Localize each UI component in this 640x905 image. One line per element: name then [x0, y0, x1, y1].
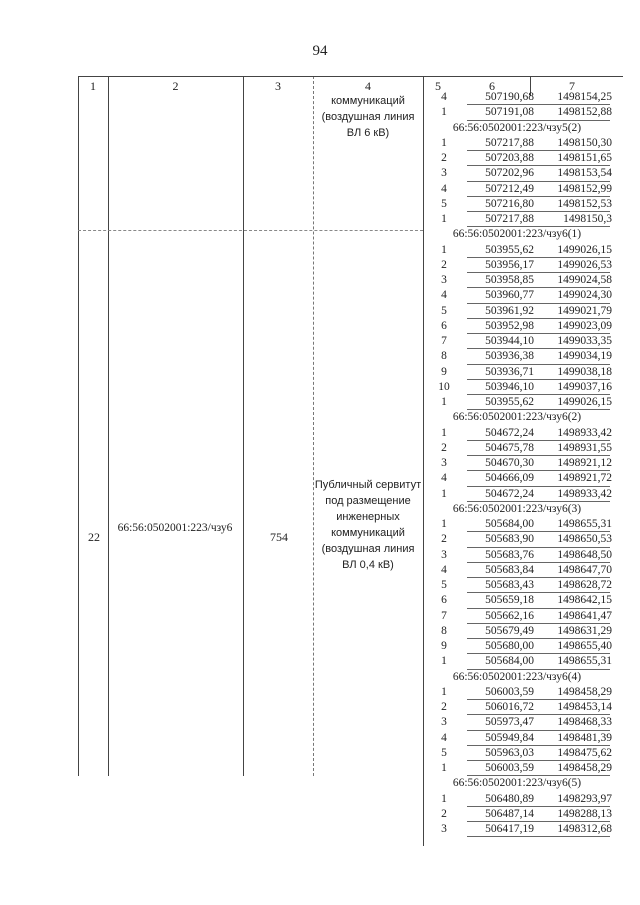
header-col-1: 1 [90, 79, 96, 93]
point-number: 1 [441, 213, 447, 225]
coordinate-row [424, 563, 610, 578]
y-coordinate: 1498312,68 [557, 823, 612, 835]
point-number: 4 [441, 731, 447, 744]
coordinate-row [424, 441, 610, 456]
point-number: 4 [441, 563, 447, 576]
y-coordinate: 1498642,15 [557, 594, 612, 607]
coordinate-row [424, 456, 610, 471]
coordinate-row [424, 761, 610, 776]
coordinate-row [424, 822, 610, 837]
x-coordinate: 507203,88 [485, 152, 534, 164]
y-coordinate: 1498481,39 [557, 731, 612, 744]
x-coordinate: 507212,49 [485, 182, 534, 195]
part-header [424, 502, 610, 517]
y-coordinate: 1498933,42 [557, 487, 612, 500]
column-divider-1 [108, 76, 109, 776]
coordinate-row [424, 349, 610, 364]
coordinate-row [424, 548, 610, 563]
y-coordinate: 1499026,15 [557, 396, 612, 408]
point-number: 3 [441, 274, 447, 286]
x-coordinate: 505684,00 [485, 518, 534, 530]
continuation-description: коммуникаций (воздушная линия ВЛ 6 кВ) [321, 95, 415, 139]
y-coordinate: 1498152,99 [557, 182, 612, 195]
y-coordinate: 1498655,31 [557, 518, 612, 530]
x-coordinate: 505973,47 [485, 716, 534, 729]
y-coordinate: 1498641,47 [557, 609, 612, 622]
y-coordinate: 1498648,50 [557, 548, 612, 561]
x-coordinate: 505659,18 [485, 594, 534, 607]
y-coordinate: 1498647,70 [557, 563, 612, 576]
y-coordinate: 1498921,12 [557, 457, 612, 469]
y-coordinate: 1498153,54 [557, 167, 612, 180]
y-coordinate: 1499021,79 [557, 304, 612, 317]
page-number: 94 [312, 43, 328, 59]
coordinate-row [424, 426, 610, 441]
y-coordinate: 1498150,30 [557, 136, 612, 149]
y-coordinate: 1498468,33 [557, 716, 612, 729]
y-coordinate: 1498628,72 [557, 579, 612, 591]
coordinate-row [424, 136, 610, 151]
y-coordinate: 1498152,88 [557, 106, 612, 119]
coordinate-row [424, 685, 610, 700]
coordinate-row [424, 532, 610, 547]
y-coordinate: 1498293,97 [557, 792, 612, 805]
point-number: 3 [441, 548, 447, 561]
x-coordinate: 505963,03 [485, 746, 534, 759]
coordinate-row [424, 304, 610, 319]
point-number: 5 [441, 746, 447, 759]
coordinate-row [424, 197, 610, 212]
coordinate-row [424, 182, 610, 197]
point-number: 5 [441, 304, 447, 317]
coordinate-row [424, 273, 610, 288]
y-coordinate: 1499034,19 [557, 350, 612, 363]
column-divider-2 [243, 76, 244, 776]
part-header [424, 670, 610, 685]
x-coordinate: 505679,49 [485, 624, 534, 637]
x-coordinate: 507217,88 [485, 136, 534, 149]
coordinate-row [424, 334, 610, 349]
x-coordinate: 506016,72 [485, 701, 534, 713]
coordinate-row [424, 166, 610, 181]
x-coordinate: 503946,10 [485, 380, 534, 393]
y-coordinate: 1499026,53 [557, 258, 612, 271]
coordinate-row [424, 807, 610, 822]
y-coordinate: 1498921,72 [557, 472, 612, 485]
header-col-3: 3 [275, 79, 281, 93]
x-coordinate: 505683,43 [485, 579, 534, 591]
row-divider-top [78, 230, 423, 231]
point-number: 3 [441, 167, 447, 180]
coordinate-row [424, 395, 610, 410]
x-coordinate: 503956,17 [485, 258, 534, 271]
coordinate-list [424, 90, 610, 837]
point-number: 1 [441, 396, 447, 408]
coordinate-row [424, 380, 610, 395]
x-coordinate: 507217,88 [485, 213, 534, 225]
y-coordinate: 1499024,30 [557, 289, 612, 302]
y-coordinate: 1498150,3 [563, 213, 612, 225]
x-coordinate: 503952,98 [485, 319, 534, 332]
coordinate-row [424, 319, 610, 334]
y-coordinate: 1498650,53 [557, 533, 612, 546]
point-number: 2 [441, 533, 447, 546]
y-coordinate: 1498631,29 [557, 624, 612, 637]
point-number: 2 [441, 701, 447, 713]
coordinate-row [424, 578, 610, 593]
x-coordinate: 504675,78 [485, 441, 534, 454]
point-number: 2 [441, 807, 447, 820]
y-coordinate: 1499023,09 [557, 319, 612, 332]
point-number: 5 [441, 579, 447, 591]
x-coordinate: 507216,80 [485, 197, 534, 210]
coordinate-row [424, 624, 610, 639]
y-coordinate: 1499024,58 [557, 274, 612, 286]
point-number: 2 [441, 441, 447, 454]
point-number: 1 [441, 518, 447, 530]
x-coordinate: 503936,38 [485, 350, 534, 363]
y-coordinate: 1498475,62 [557, 746, 612, 759]
y-coordinate: 1498655,31 [557, 655, 612, 668]
y-coordinate: 1499037,16 [557, 380, 612, 393]
x-coordinate: 507202,96 [485, 167, 534, 180]
x-coordinate: 503958,85 [485, 274, 534, 286]
point-number: 8 [441, 350, 447, 363]
header-col-2: 2 [172, 79, 179, 93]
coordinate-row [424, 593, 610, 608]
point-number: 1 [441, 762, 447, 774]
x-coordinate: 503961,92 [485, 304, 534, 317]
header-col-7: 7 [569, 79, 575, 93]
coordinate-row [424, 151, 610, 166]
point-number: 10 [438, 380, 450, 393]
x-coordinate: 506003,59 [485, 762, 534, 774]
y-coordinate: 1498288,13 [557, 807, 612, 820]
y-coordinate: 1498151,65 [557, 152, 612, 164]
x-coordinate: 504666,09 [485, 472, 534, 485]
y-coordinate: 1498453,14 [557, 701, 612, 713]
header-col-4: 4 [365, 79, 371, 93]
coordinate-row [424, 715, 610, 730]
x-coordinate: 503955,62 [485, 243, 534, 256]
point-number: 1 [441, 792, 447, 805]
x-coordinate: 506487,14 [485, 807, 534, 820]
part-header [424, 776, 610, 791]
x-coordinate: 505684,00 [485, 655, 534, 668]
point-number: 1 [441, 655, 447, 668]
x-coordinate: 503955,62 [485, 396, 534, 408]
point-number: 6 [441, 594, 447, 607]
point-number: 1 [441, 136, 447, 149]
coordinate-row [424, 243, 610, 258]
coordinate-row [424, 792, 610, 807]
point-number: 4 [441, 91, 447, 103]
row-underline [467, 836, 610, 837]
coordinate-row [424, 471, 610, 486]
part-header [424, 227, 610, 242]
y-coordinate: 1498655,40 [557, 640, 612, 652]
point-number: 2 [441, 258, 447, 271]
point-number: 7 [441, 335, 447, 347]
part-header-label: 66:56:0502001:223/чзу6(5) [452, 777, 582, 790]
point-number: 4 [441, 182, 447, 195]
coordinate-row [424, 90, 610, 105]
coordinate-row [424, 258, 610, 273]
record-description: Публичный сервитут под размещение инженерных коммуникаций (воздушная линия ВЛ 0,4 кВ) [314, 479, 422, 571]
x-coordinate: 506480,89 [485, 792, 534, 805]
coordinate-row [424, 365, 610, 380]
point-number: 9 [441, 640, 447, 652]
coordinate-row [424, 654, 610, 669]
x-coordinate: 505680,00 [485, 640, 534, 652]
x-coordinate: 506003,59 [485, 685, 534, 698]
x-coordinate: 506417,19 [485, 823, 534, 835]
header-rule [78, 76, 623, 77]
header-col-6: 6 [489, 79, 495, 93]
coordinate-row [424, 288, 610, 303]
area-value: 754 [270, 530, 288, 544]
y-coordinate: 1498458,29 [557, 685, 612, 698]
x-coordinate: 504672,24 [485, 426, 534, 439]
coordinate-row [424, 639, 610, 654]
y-coordinate: 1499033,35 [557, 335, 612, 347]
x-coordinate: 504672,24 [485, 487, 534, 500]
point-number: 8 [441, 624, 447, 637]
coordinate-row [424, 700, 610, 715]
y-coordinate: 1498458,29 [557, 762, 612, 774]
table-border-left [78, 76, 79, 776]
x-coordinate: 505683,90 [485, 533, 534, 546]
point-number: 3 [441, 716, 447, 729]
part-header [424, 410, 610, 425]
y-coordinate: 1498154,25 [557, 91, 612, 103]
point-number: 1 [441, 243, 447, 256]
point-number: 6 [441, 319, 447, 332]
coordinate-row [424, 487, 610, 502]
x-coordinate: 503944,10 [485, 335, 534, 347]
part-header-label: 66:56:0502001:223/чзу5(2) [452, 121, 582, 134]
x-coordinate: 505683,76 [485, 548, 534, 561]
y-coordinate: 1499038,18 [557, 365, 612, 378]
coordinate-row [424, 212, 610, 227]
part-header-label: 66:56:0502001:223/чзу6(2) [452, 411, 582, 424]
point-number: 9 [441, 365, 447, 378]
point-number: 3 [441, 823, 447, 835]
x-coordinate: 507191,08 [485, 106, 534, 119]
x-coordinate: 505949,84 [485, 731, 534, 744]
y-coordinate: 1498933,42 [557, 426, 612, 439]
point-number: 1 [441, 426, 447, 439]
y-coordinate: 1498931,55 [557, 441, 612, 454]
y-coordinate: 1499026,15 [557, 243, 612, 256]
x-coordinate: 505683,84 [485, 563, 534, 576]
x-coordinate: 504670,30 [485, 457, 534, 469]
coordinate-row [424, 746, 610, 761]
x-coordinate: 505662,16 [485, 609, 534, 622]
point-number: 4 [441, 472, 447, 485]
point-number: 7 [441, 609, 447, 622]
point-number: 2 [441, 152, 447, 164]
coordinate-row [424, 731, 610, 746]
coordinate-row [424, 105, 610, 120]
record-number: 22 [88, 530, 100, 544]
part-header [424, 121, 610, 136]
point-number: 1 [441, 106, 447, 119]
point-number: 1 [441, 685, 447, 698]
point-number: 5 [441, 197, 447, 210]
part-header-label: 66:56:0502001:223/чзу6(1) [452, 228, 582, 241]
coordinate-row [424, 517, 610, 532]
part-header-label: 66:56:0502001:223/чзу6(4) [452, 670, 582, 683]
part-header-label: 66:56:0502001:223/чзу6(3) [452, 502, 582, 515]
point-number: 1 [441, 487, 447, 500]
y-coordinate: 1498152,53 [557, 197, 612, 210]
x-coordinate: 503936,71 [485, 365, 534, 378]
x-coordinate: 507190,68 [485, 91, 534, 103]
point-number: 4 [441, 289, 447, 302]
column-divider-3 [313, 76, 314, 776]
point-number: 3 [441, 457, 447, 469]
cadastral-number: 66:56:0502001:223/чзу6 [117, 522, 233, 534]
header-col-5: 5 [435, 79, 441, 93]
coordinate-row [424, 609, 610, 624]
x-coordinate: 503960,77 [485, 289, 534, 302]
